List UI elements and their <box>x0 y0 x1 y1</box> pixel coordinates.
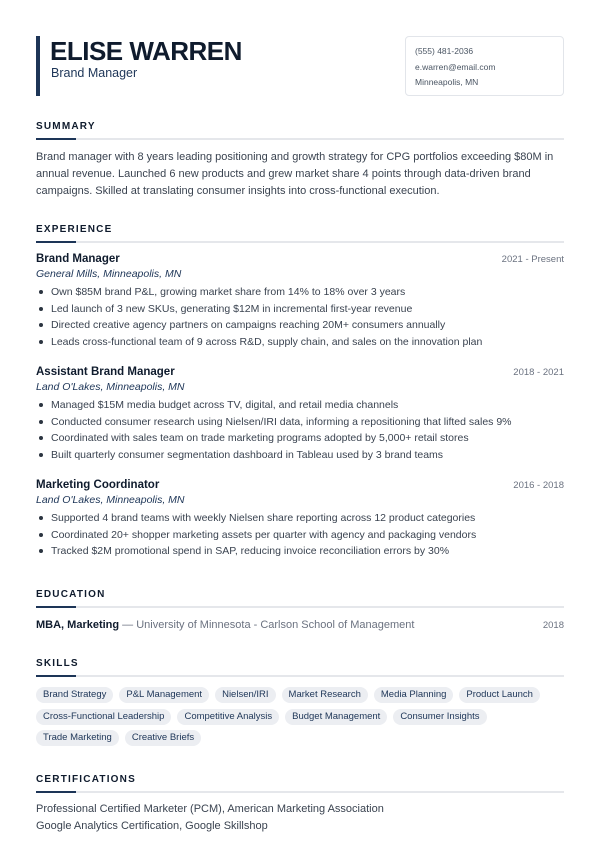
skill-chip: Brand Strategy <box>36 687 113 703</box>
header-accent-bar <box>36 36 40 96</box>
candidate-name: ELISE WARREN <box>50 36 242 66</box>
certification-item: Google Analytics Certification, Google Skillshop <box>36 820 268 832</box>
skill-chip: Media Planning <box>374 687 454 703</box>
certifications-section <box>36 774 564 835</box>
job-bullets <box>36 510 564 560</box>
section-divider <box>36 675 564 677</box>
bullet-item: Directed creative agency partners on campaigns reaching 20M+ consumers annually <box>36 317 564 334</box>
job-entry <box>36 366 564 463</box>
section-title: EDUCATION <box>36 589 106 600</box>
bullet-item: Own $85M brand P&L, growing market share from 14% to 18% over 3 years <box>36 284 564 301</box>
job-entry <box>36 479 564 560</box>
contact-email: e.warren@email.com <box>415 61 496 72</box>
bullet-item: Leads cross-functional team of 9 across R&D, supply chain, and sales on the innovation plan <box>36 334 564 351</box>
skill-chip: Consumer Insights <box>393 709 486 725</box>
job-company: General Mills, Minneapolis, MN <box>36 268 182 280</box>
section-divider <box>36 241 564 243</box>
job-dates: 2021 - Present <box>501 254 564 265</box>
certification-item: Professional Certified Marketer (PCM), American Marketing Association <box>36 803 384 815</box>
section-divider <box>36 138 564 140</box>
education-entry <box>36 619 564 631</box>
bullet-item: Tracked $2M promotional spend in SAP, reducing invoice reconciliation errors by 30% <box>36 543 564 560</box>
skills-list <box>36 687 556 746</box>
education-degree: MBA, Marketing <box>36 619 120 631</box>
bullet-item: Managed $15M media budget across TV, digital, and retail media channels <box>36 397 564 414</box>
skill-chip: P&L Management <box>119 687 209 703</box>
section-title: EXPERIENCE <box>36 224 113 235</box>
bullet-item: Supported 4 brand teams with weekly Nielsen share reporting across 12 product categories <box>36 510 564 527</box>
skill-chip: Creative Briefs <box>125 730 201 746</box>
skill-chip: Competitive Analysis <box>177 709 279 725</box>
education-school: — University of Minnesota - Carlson School of Management <box>119 619 415 631</box>
job-dates: 2018 - 2021 <box>513 367 564 378</box>
job-bullets <box>36 397 564 463</box>
skill-chip: Product Launch <box>459 687 540 703</box>
contact-phone: (555) 481-2036 <box>415 46 474 56</box>
skill-chip: Market Research <box>282 687 368 703</box>
contact-location: Minneapolis, MN <box>415 77 479 87</box>
education-section <box>36 589 564 631</box>
bullet-item: Coordinated with sales team on trade marketing programs adopted by 5,000+ retail stores <box>36 430 564 447</box>
section-title: CERTIFICATIONS <box>36 774 136 785</box>
job-company: Land O'Lakes, Minneapolis, MN <box>36 494 185 506</box>
summary-section <box>36 121 564 200</box>
experience-section <box>36 224 564 243</box>
job-entry <box>36 253 564 350</box>
summary-text: Brand manager with 8 years leading positioning and growth strategy for CPG portfolios exceeding $80M in annual revenue. Launched 6 new products and grew market share 4 points through data-driven brand campaigns. Skilled at translating consumer insights into cross-functional execution. <box>36 151 554 197</box>
job-dates: 2016 - 2018 <box>513 480 564 491</box>
skill-chip: Trade Marketing <box>36 730 119 746</box>
bullet-item: Built quarterly consumer segmentation dashboard in Tableau used by 3 brand teams <box>36 447 564 464</box>
bullet-item: Coordinated 20+ shopper marketing assets per quarter with agency and packaging vendors <box>36 527 564 544</box>
skill-chip: Nielsen/IRI <box>215 687 275 703</box>
resume-header <box>36 36 564 96</box>
section-title: SUMMARY <box>36 121 96 132</box>
certifications-list <box>36 801 564 835</box>
skill-chip: Cross-Functional Leadership <box>36 709 171 725</box>
job-title: Brand Manager <box>36 253 120 265</box>
job-company: Land O'Lakes, Minneapolis, MN <box>36 381 185 393</box>
bullet-item: Conducted consumer research using Nielsen/IRI data, informing a repositioning that lifted sales 9% <box>36 414 564 431</box>
education-year: 2018 <box>542 620 564 631</box>
job-title: Marketing Coordinator <box>36 479 160 491</box>
section-divider <box>36 791 564 793</box>
section-divider <box>36 606 564 608</box>
candidate-role: Brand Manager <box>51 66 138 80</box>
contact-box <box>405 36 564 96</box>
job-title: Assistant Brand Manager <box>36 366 175 378</box>
skills-section <box>36 658 564 746</box>
section-title: SKILLS <box>36 658 79 669</box>
job-bullets <box>36 284 564 350</box>
skill-chip: Budget Management <box>285 709 387 725</box>
bullet-item: Led launch of 3 new SKUs, generating $12M in incremental first-year revenue <box>36 301 564 318</box>
